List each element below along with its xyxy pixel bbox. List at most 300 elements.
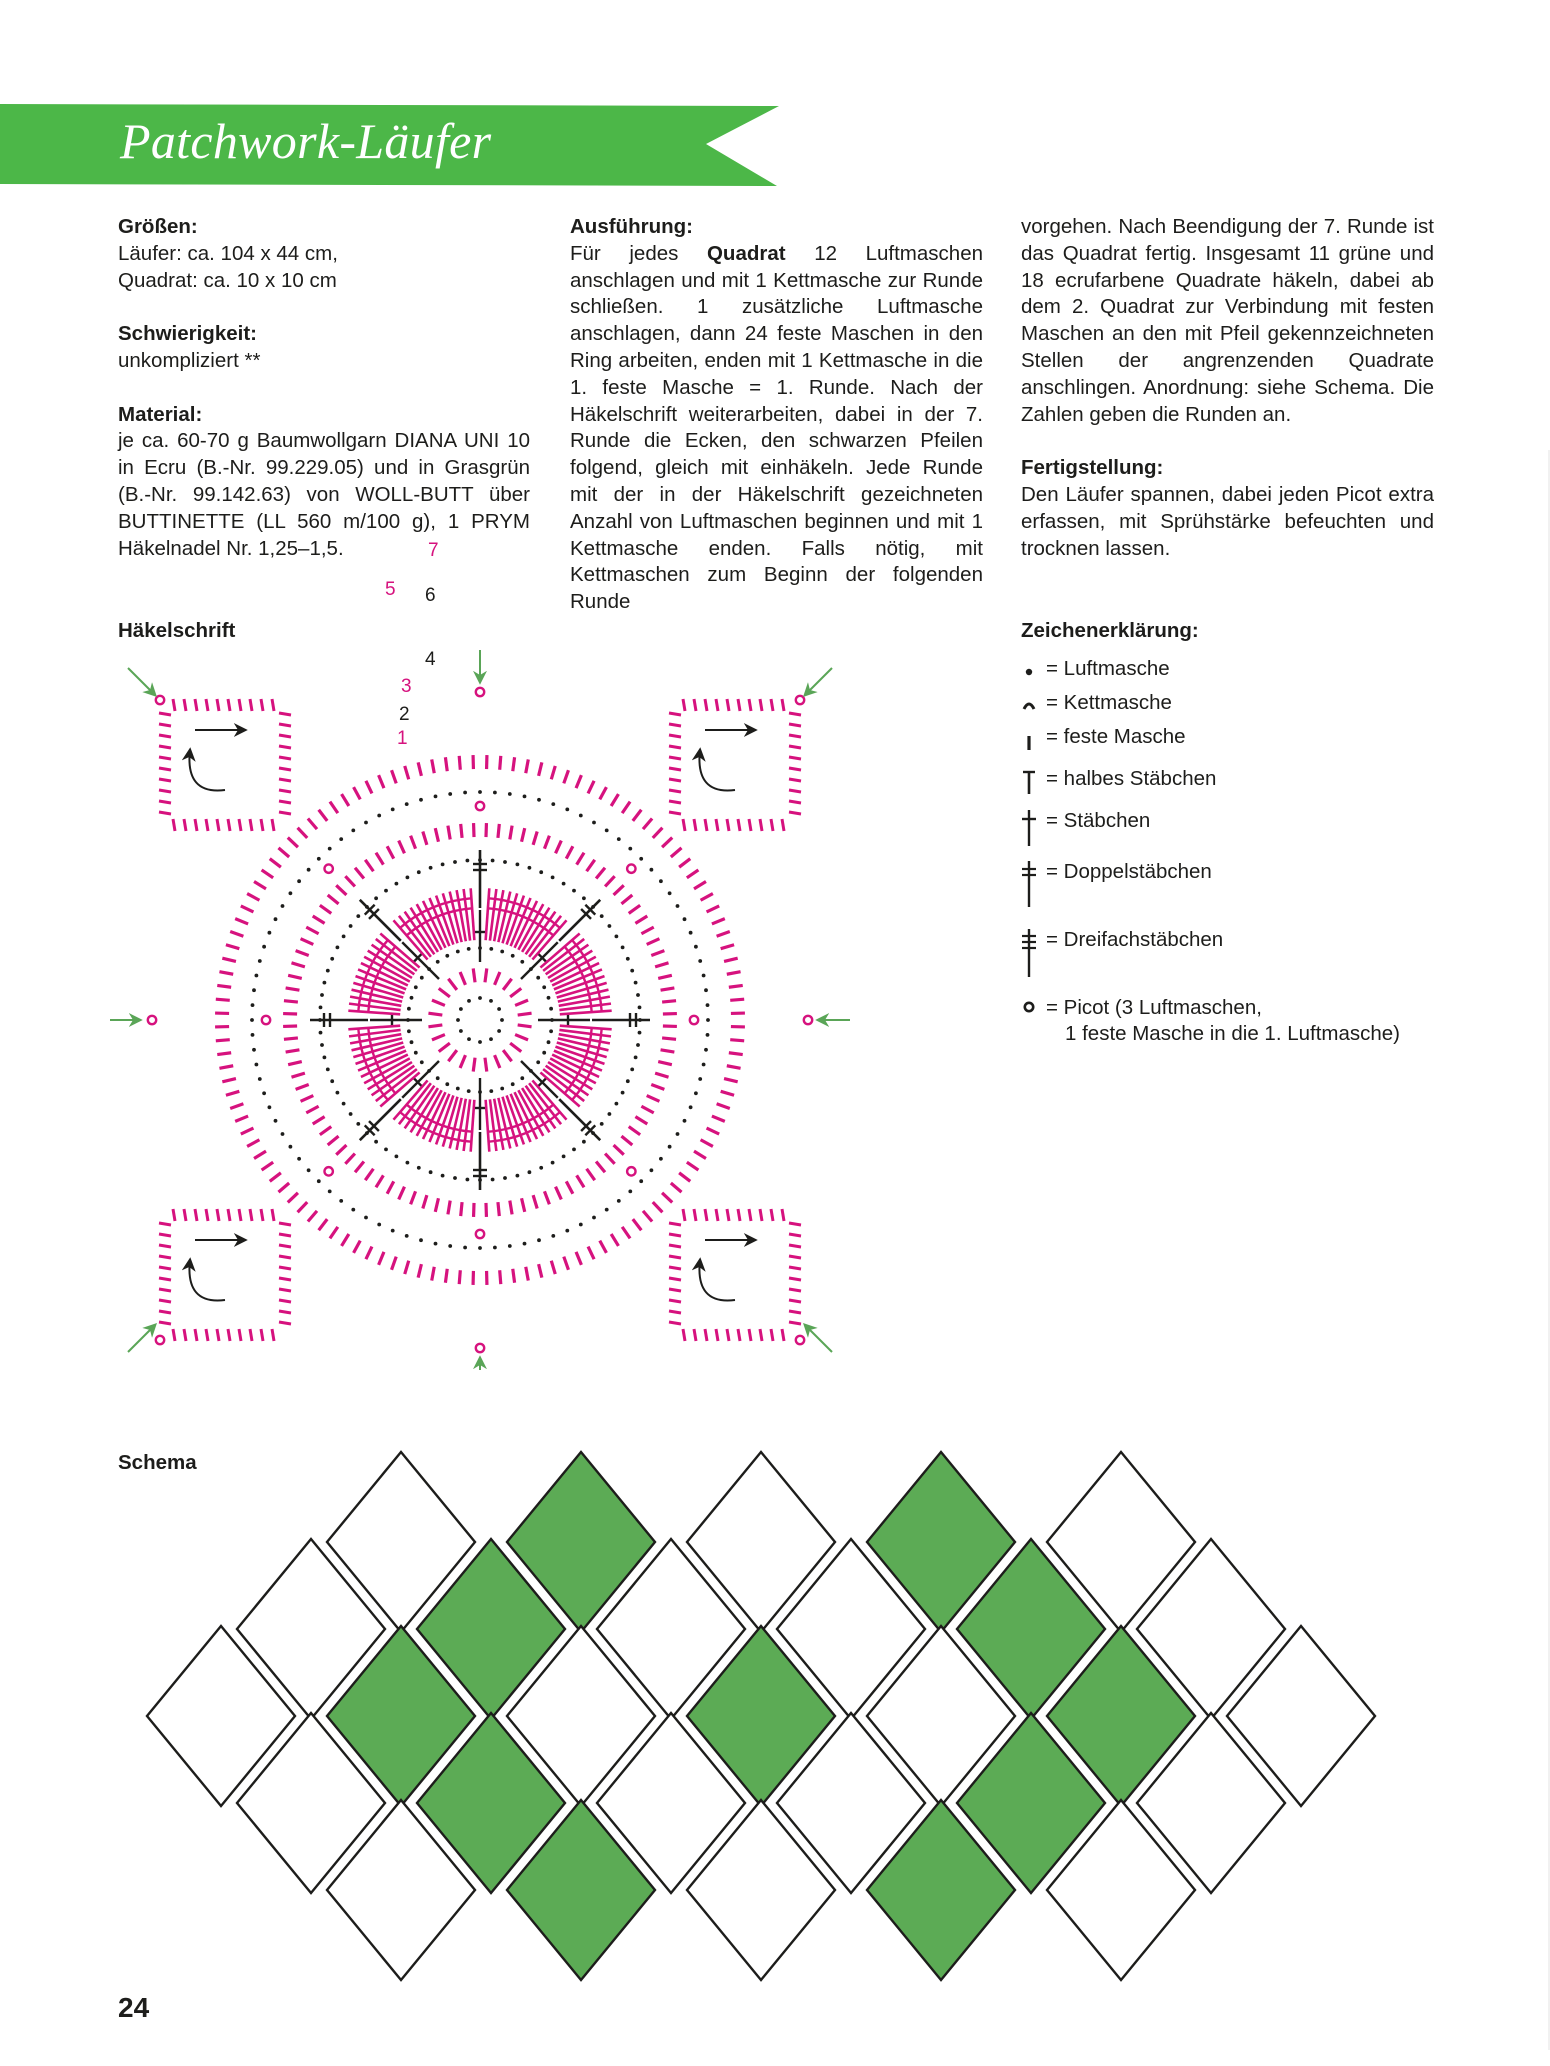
chain-stitch-dot [251, 1033, 255, 1037]
single-crochet-stitch [306, 1106, 318, 1113]
corner-stitch [159, 1289, 171, 1291]
chain-stitch-dot [453, 1176, 457, 1180]
single-crochet-stitch [712, 919, 725, 924]
single-crochet-stitch [354, 787, 361, 799]
info-column-execution [570, 214, 983, 616]
single-crochet-stitch [405, 766, 409, 779]
single-crochet-stitch [707, 906, 720, 912]
chain-stitch-dot [478, 790, 482, 794]
corner-stitch [705, 699, 707, 711]
single-crochet-stitch [651, 951, 664, 956]
chain-stitch-dot [342, 935, 346, 939]
single-crochet-stitch [286, 1050, 300, 1052]
chain-stitch-dot [319, 1006, 323, 1010]
chain-stitch-dot [419, 1238, 423, 1242]
picot-stitch [804, 1016, 812, 1024]
corner-stitch [738, 1209, 740, 1221]
corner-stitch [184, 819, 186, 831]
round-number-label: 1 [397, 728, 408, 749]
chain-stitch-dot [478, 1246, 482, 1250]
single-crochet-stitch [284, 1038, 298, 1039]
double-treble-crochet-icon [1018, 927, 1046, 987]
join-arrow-green [805, 668, 832, 695]
single-crochet-stitch [278, 848, 289, 857]
chain-stitch-dot [608, 1112, 612, 1116]
single-crochet-stitch [671, 848, 682, 857]
corner-stitch [159, 1300, 171, 1302]
single-crochet-stitch [513, 757, 515, 771]
execution-continued-text: vorgehen. Nach Beendigung der 7. Runde ist das Quadrat fertig. Insgesamt 11 grüne und 18 ecrufarbene Quadrate häkeln, dabei ab dem 2. Quadrat zur Verbindung mit festen Maschen an den mit Pfeil gekennzeichneten Stellen der angrenzenden Quadrate anschlingen. Anordnung: siehe Schema. Die Zahlen geben die Runden an. [1021, 215, 1434, 426]
single-crochet-stitch [448, 1050, 457, 1061]
join-arrow-green [805, 1325, 832, 1352]
single-crochet-stitch [564, 770, 569, 783]
chain-stitch-dot [659, 879, 663, 883]
single-crochet-stitch [500, 1270, 501, 1284]
single-crochet-stitch [679, 1173, 690, 1182]
chain-stitch-dot [349, 924, 353, 928]
single-crochet-stitch [448, 1201, 450, 1215]
single-crochet-stitch [653, 828, 663, 838]
corner-stitch [771, 1209, 773, 1221]
single-crochet-stitch [566, 846, 573, 858]
chain-stitch-dot [441, 1174, 445, 1178]
picot-stitch [476, 1230, 484, 1238]
single-crochet-stitch [222, 958, 236, 961]
chain-stitch-dot [377, 814, 381, 818]
single-crochet-stitch [679, 859, 690, 868]
chain-stitch-dot [405, 802, 409, 806]
chain-stitch-dot [297, 879, 301, 883]
single-crochet-stitch [724, 958, 738, 961]
single-crochet-stitch [721, 945, 734, 949]
corner-stitch [789, 1234, 801, 1236]
corner-stitch [261, 699, 263, 711]
single-crochet-stitch [222, 1079, 236, 1082]
corner-stitch [217, 1209, 219, 1221]
chain-stitch-dot [491, 859, 495, 863]
corner-stitch [159, 801, 171, 803]
single-crochet-stitch [629, 1127, 640, 1135]
chain-stitch-dot [549, 1029, 553, 1033]
corner-stitch [727, 1329, 729, 1341]
chain-stitch-dot [617, 1199, 621, 1203]
single-crochet-stitch [633, 1219, 642, 1230]
round-number-label: 2 [399, 704, 410, 725]
corner-stitch [279, 812, 291, 814]
chain-stitch-dot [579, 1223, 583, 1227]
single-crochet-stitch [288, 975, 302, 978]
chain-stitch-dot [572, 889, 576, 893]
single-crochet-stitch [230, 1104, 243, 1109]
treble-fan-stitch [486, 888, 490, 940]
single-crochet-stitch [262, 870, 274, 878]
single-crochet-stitch [647, 1096, 660, 1102]
single-crochet-stitch [387, 846, 394, 858]
single-crochet-stitch [313, 1117, 325, 1124]
chain-stitch-dot [551, 802, 555, 806]
corner-stitch [738, 819, 740, 831]
single-crochet-stitch [448, 826, 450, 840]
chain-stitch-dot [339, 1199, 343, 1203]
chain-stitch-dot [638, 1006, 642, 1010]
chain-stitch-dot [320, 1043, 324, 1047]
chain-stitch-dot [456, 1018, 460, 1022]
corner-stitch [789, 779, 801, 781]
corner-stitch [789, 724, 801, 726]
corner-stitch [279, 735, 291, 737]
chain-stitch-dot [706, 1018, 710, 1022]
single-crochet-stitch [687, 1162, 699, 1170]
corner-stitch [727, 1209, 729, 1221]
picot-stitch [627, 864, 635, 872]
chain-stitch-dot [582, 1140, 586, 1144]
chain-stitch-dot [467, 999, 471, 1003]
single-crochet-stitch [500, 756, 501, 770]
corner-stitch [159, 713, 171, 715]
chain-stitch-dot [356, 914, 360, 918]
chain-stitch-dot [551, 1234, 555, 1238]
chain-stitch-dot [281, 904, 285, 908]
chain-stitch-dot [537, 1238, 541, 1242]
corner-stitch [250, 1209, 252, 1221]
single-crochet-stitch [432, 1035, 445, 1040]
chain-stitch-dot [406, 1161, 410, 1165]
picot-stitch [324, 1167, 332, 1175]
single-crochet-stitch [330, 1227, 338, 1239]
chain-stitch-dot [523, 795, 527, 799]
round-number-label: 3 [401, 676, 412, 697]
chain-stitch-dot [445, 1082, 449, 1086]
sizes-heading: Größen: [118, 215, 198, 238]
chain-stitch-dot [349, 1112, 353, 1116]
page-number: 24 [118, 1992, 150, 2023]
corner-stitch [683, 819, 685, 831]
single-crochet-stitch [296, 951, 309, 956]
corner-stitch [228, 1209, 230, 1221]
chain-stitch-dot [628, 847, 632, 851]
chain-stitch-dot [374, 1140, 378, 1144]
corner-stitch [789, 768, 801, 770]
single-crochet-stitch [577, 853, 584, 865]
single-crochet-stitch [319, 1219, 328, 1230]
chain-stitch-dot [320, 993, 324, 997]
chain-stitch-dot [537, 798, 541, 802]
single-crochet-stitch [655, 1073, 668, 1077]
corner-stitch [789, 1322, 801, 1324]
finishing-text: Den Läufer spannen, dabei jeden Picot extra erfassen, mit Sprühstärke befeuchten und trocknen lassen. [1021, 482, 1434, 560]
corner-stitch [272, 1209, 274, 1221]
single-crochet-stitch [647, 939, 660, 945]
corner-stitch [261, 1209, 263, 1221]
chain-stitch-dot [274, 1119, 278, 1123]
corner-stitch [279, 724, 291, 726]
single-crochet-stitch [301, 939, 314, 945]
single-crochet-stitch [576, 775, 581, 788]
picot-stitch [476, 1344, 484, 1352]
single-crochet-stitch [587, 860, 595, 871]
single-crochet-stitch [611, 794, 618, 806]
chain-stitch-dot [503, 860, 507, 864]
corner-stitch [184, 1209, 186, 1221]
single-crochet-stitch [320, 905, 331, 913]
corner-stitch [228, 819, 230, 831]
single-crochet-stitch [411, 1191, 416, 1204]
chain-stitch-dot [419, 798, 423, 802]
chain-stitch-dot [516, 1174, 520, 1178]
single-crochet-stitch [336, 885, 346, 895]
corner-stitch [749, 1329, 751, 1341]
corner-stitch [184, 699, 186, 711]
chain-stitch-dot [328, 847, 332, 851]
chain-stitch-dot [262, 1091, 266, 1095]
chain-stitch-dot [262, 945, 266, 949]
single-crochet-stitch [328, 1136, 339, 1145]
direction-arrow [699, 1260, 735, 1301]
corner-stitch [669, 1311, 681, 1313]
single-crochet-stitch [342, 1234, 349, 1246]
chain-stitch-dot [600, 914, 604, 918]
single-crochet-stitch [611, 1234, 618, 1246]
chain-stitch-dot [493, 791, 497, 795]
chain-stitch-dot [339, 837, 343, 841]
chain-stitch-dot [706, 1003, 710, 1007]
chain-stitch-dot [636, 993, 640, 997]
single-crochet-stitch [564, 1257, 569, 1270]
corner-stitch [228, 699, 230, 711]
corner-stitch [159, 768, 171, 770]
single-crochet-stitch [460, 1055, 465, 1068]
single-crochet-stitch [217, 985, 231, 987]
schema-layout-diagram [110, 1440, 1410, 1980]
treble-fan-stitch [348, 1026, 400, 1030]
chain-stitch-dot [336, 1091, 340, 1095]
chain-stitch-dot [289, 891, 293, 895]
chain-stitch-dot [281, 1132, 285, 1136]
corner-stitch [669, 1322, 681, 1324]
chain-stitch-dot [617, 837, 621, 841]
single-crochet-stitch [230, 932, 243, 937]
corner-stitch [789, 1289, 801, 1291]
corner-stitch [716, 699, 718, 711]
corner-stitch [239, 1329, 241, 1341]
single-crochet-stitch [345, 1154, 355, 1164]
corner-stitch [771, 699, 773, 711]
corner-stitch [694, 1209, 696, 1221]
chain-stitch-dot [319, 1031, 323, 1035]
chain-stitch-dot [326, 1068, 330, 1072]
single-crochet-stitch [485, 1058, 487, 1072]
chain-stitch-dot [704, 1048, 708, 1052]
chain-stitch-dot [466, 859, 470, 863]
corner-stitch [279, 1267, 291, 1269]
chain-stitch-dot [252, 988, 256, 992]
chain-stitch-dot [456, 1087, 460, 1091]
single-crochet-stitch [298, 1202, 308, 1212]
direction-arrow [189, 1260, 225, 1301]
chain-stitch-dot [317, 857, 321, 861]
single-crochet-stitch [576, 1252, 581, 1265]
corner-stitch [782, 699, 784, 711]
single-crochet-stitch [498, 824, 499, 838]
single-crochet-stitch [423, 831, 427, 844]
corner-stitch [669, 1256, 681, 1258]
chain-stitch-dot [539, 870, 543, 874]
chain-stitch-dot [307, 1168, 311, 1172]
legend-item-treble: = Doppelstäbchen [1018, 859, 1212, 919]
corner-stitch [789, 735, 801, 737]
single-crochet-stitch [596, 1161, 605, 1172]
chain-stitch-dot [592, 821, 596, 825]
chain-stitch-dot [323, 981, 327, 985]
single-crochet-stitch [658, 1062, 672, 1065]
corner-stitch [669, 768, 681, 770]
chain-stitch-dot [328, 1190, 332, 1194]
corner-frame [159, 699, 291, 831]
single-crochet-stitch [460, 972, 465, 985]
round-number-label: 4 [425, 649, 436, 670]
chain-stitch-dot [407, 1029, 411, 1033]
single-crochet-stitch [217, 1053, 231, 1055]
chain-stitch-dot [448, 1244, 452, 1248]
picot-stitch [796, 696, 804, 704]
legend-item-double-crochet: = Stäbchen [1018, 808, 1150, 868]
chain-stitch-dot [250, 1018, 254, 1022]
chain-stitch-dot [323, 1056, 327, 1060]
corner-stitch [789, 1223, 801, 1225]
chain-stitch-dot [536, 1060, 540, 1064]
corner-stitch [279, 1245, 291, 1247]
single-crochet-stitch [241, 1128, 254, 1134]
corner-stitch [716, 1209, 718, 1221]
corner-stitch [694, 1329, 696, 1341]
chain-stitch-dot [634, 1056, 638, 1060]
corner-stitch [159, 724, 171, 726]
chain-stitch-dot [342, 1102, 346, 1106]
single-crochet-stitch [643, 818, 652, 829]
single-crochet-stitch [306, 927, 318, 934]
corner-stitch [239, 819, 241, 831]
picot-circle-icon [1018, 995, 1046, 1055]
corner-stitch [217, 1329, 219, 1341]
corner-stitch [789, 801, 801, 803]
chain-stitch-dot [330, 1079, 334, 1083]
execution-text [570, 241, 983, 616]
corner-stitch [250, 1329, 252, 1341]
chain-stitch-dot [497, 1029, 501, 1033]
chain-stitch-dot [414, 1051, 418, 1055]
corner-frame [669, 699, 801, 831]
double-crochet-spoke [402, 942, 439, 979]
chain-stitch-dot [374, 896, 378, 900]
chain-stitch-dot [511, 954, 515, 958]
single-crochet-stitch [439, 988, 450, 997]
single-crochet-stitch [651, 1084, 664, 1089]
corner-stitch [279, 1256, 291, 1258]
chain-stitch-dot [562, 1155, 566, 1159]
chain-stitch-dot [467, 1037, 471, 1041]
single-crochet-stitch [721, 1091, 734, 1095]
single-crochet-stitch [515, 1000, 528, 1005]
chain-stitch-dot [405, 1234, 409, 1238]
chain-stitch-dot [336, 946, 340, 950]
single-crochet-stitch [551, 766, 555, 779]
chain-stitch-dot [698, 959, 702, 963]
single-crochet-stitch [510, 1201, 512, 1215]
corner-stitch [239, 699, 241, 711]
corner-stitch [669, 812, 681, 814]
difficulty-value: unkompliziert ** [118, 348, 261, 372]
picot-stitch [690, 1016, 698, 1024]
single-crochet-stitch [439, 1043, 450, 1052]
single-crochet-stitch [254, 882, 266, 889]
corner-stitch [760, 1209, 762, 1221]
single-crochet-stitch [418, 1264, 421, 1278]
chain-stitch-dot [420, 976, 424, 980]
corner-stitch [159, 790, 171, 792]
single-crochet-stitch [539, 1264, 542, 1278]
corner-stitch [159, 1234, 171, 1236]
single-crochet-stitch [448, 979, 457, 990]
chain-stitch-dot [489, 999, 493, 1003]
corner-stitch [159, 746, 171, 748]
single-crochet-stitch [365, 860, 373, 871]
chain-stitch-dot [434, 1242, 438, 1246]
single-crochet-stitch [435, 828, 438, 842]
single-crochet-stitch [473, 1058, 475, 1072]
chain-stitch-dot [547, 1040, 551, 1044]
chain-stitch-dot [565, 1229, 569, 1233]
double-crochet-spoke [521, 1061, 558, 1098]
corner-stitch [789, 1245, 801, 1247]
treble-fan-stitch [471, 888, 475, 940]
single-crochet-stitch [219, 1066, 233, 1069]
single-crochet-stitch [566, 1181, 573, 1193]
direction-arrow [189, 750, 225, 791]
single-crochet-stitch [216, 1040, 230, 1041]
single-crochet-stitch [411, 836, 416, 849]
single-crochet-stitch [671, 1183, 682, 1192]
corner-stitch [217, 699, 219, 711]
single-crochet-stitch [643, 1211, 652, 1222]
corner-stitch [272, 1329, 274, 1341]
chain-stitch-dot [565, 808, 569, 812]
corner-stitch [279, 1322, 291, 1324]
corner-stitch [173, 1329, 175, 1341]
corner-stitch [173, 819, 175, 831]
corner-stitch [705, 1209, 707, 1221]
chain-stitch-dot [463, 1246, 467, 1250]
single-crochet-stitch [510, 988, 521, 997]
single-crochet-stitch [729, 1053, 743, 1055]
single-crochet-stitch [495, 1055, 500, 1068]
corner-stitch [669, 713, 681, 715]
chain-stitch-dot [582, 896, 586, 900]
direction-arrow [699, 750, 735, 791]
chain-stitch-dot [252, 1048, 256, 1052]
corner-stitch [250, 699, 252, 711]
picot-stitch [324, 864, 332, 872]
picot-stitch [796, 1336, 804, 1344]
corner-stitch [159, 1322, 171, 1324]
corner-stitch [789, 1267, 801, 1269]
chain-stitch-dot [539, 1166, 543, 1170]
chain-stitch-dot [326, 969, 330, 973]
chain-stitch-dot [694, 945, 698, 949]
single-crochet-stitch [301, 1096, 314, 1102]
chain-stitch-dot [639, 857, 643, 861]
chain-stitch-dot [615, 1102, 619, 1106]
single-crochet-stitch [392, 770, 397, 783]
